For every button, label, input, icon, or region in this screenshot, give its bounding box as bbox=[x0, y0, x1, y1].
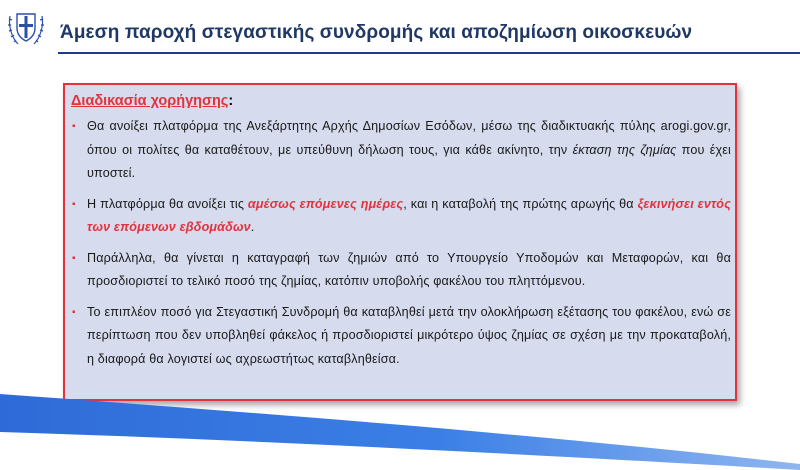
bullet-list bbox=[69, 115, 731, 371]
slide-title: Άμεση παροχή στεγαστικής συνδρομής και αποζημίωση οικοσκευών bbox=[60, 22, 693, 43]
bullet-marker-icon: ▪ bbox=[72, 252, 76, 264]
bullet-text: Θα ανοίξει πλατφόρμα της Ανεξάρτητης Αρχής Δημοσίων Εσόδων, μέσω της διαδικτυακής πύλης arogi.gov.gr, όπου οι πολίτες θα καταθέτουν, με υπεύθυνη δήλωση τους, για κάθε ακίνητο, την bbox=[87, 119, 731, 157]
bullet-marker-icon: ▪ bbox=[72, 198, 76, 210]
bullet-item bbox=[69, 115, 731, 186]
bullet-emphasis: έκταση της ζημίας bbox=[572, 142, 677, 157]
panel-heading bbox=[71, 93, 731, 109]
bullet-text: Το επιπλέον ποσό για Στεγαστική Συνδρομή θα καταβληθεί μετά την ολοκλήρωση εξέτασης του φακέλου, ενώ σε περίπτωση που δεν υποβληθεί φάκελος ή προσδιοριστεί μικρότερο ύψος ζημίας σε σχέση με την προκαταβολή, η διαφορά θα λογιστεί ως αχρεωστήτως καταβληθείσα. bbox=[87, 304, 731, 366]
decorative-wave bbox=[0, 380, 800, 470]
bullet-marker-icon: ▪ bbox=[72, 121, 76, 132]
bullet-marker-icon: ▪ bbox=[72, 306, 76, 318]
bullet-text: που έχει υποστεί. bbox=[87, 142, 731, 180]
greek-coat-of-arms-icon bbox=[4, 4, 48, 48]
panel-heading-text: Διαδικασία χορήγησης bbox=[71, 93, 229, 109]
panel-heading-colon: : bbox=[228, 93, 234, 109]
bullet-text: , και η καταβολή της πρώτης αρωγής θα bbox=[403, 196, 638, 211]
bullet-item bbox=[69, 247, 731, 294]
bullet-text: . bbox=[250, 220, 255, 234]
bullet-text: Παράλληλα, θα γίνεται η καταγραφή των ζημιών από το Υπουργείο Υποδομών και Μεταφορών, και θα προσδιοριστεί το τελικό ποσό της ζημίας, κατόπιν υποβολής φακέλου του πληττόμενου. bbox=[87, 250, 731, 288]
title-underline bbox=[58, 52, 800, 54]
bullet-item bbox=[69, 193, 731, 240]
content-panel bbox=[63, 83, 737, 401]
bullet-item bbox=[69, 301, 731, 372]
bullet-emphasis-red: ξεκινήσει εντός των επόμενων εβδομάδων bbox=[87, 196, 732, 234]
bullet-text: Η πλατφόρμα θα ανοίξει τις bbox=[87, 196, 248, 211]
bullet-emphasis-red: αμέσως επόμενες ημέρες bbox=[247, 196, 404, 211]
